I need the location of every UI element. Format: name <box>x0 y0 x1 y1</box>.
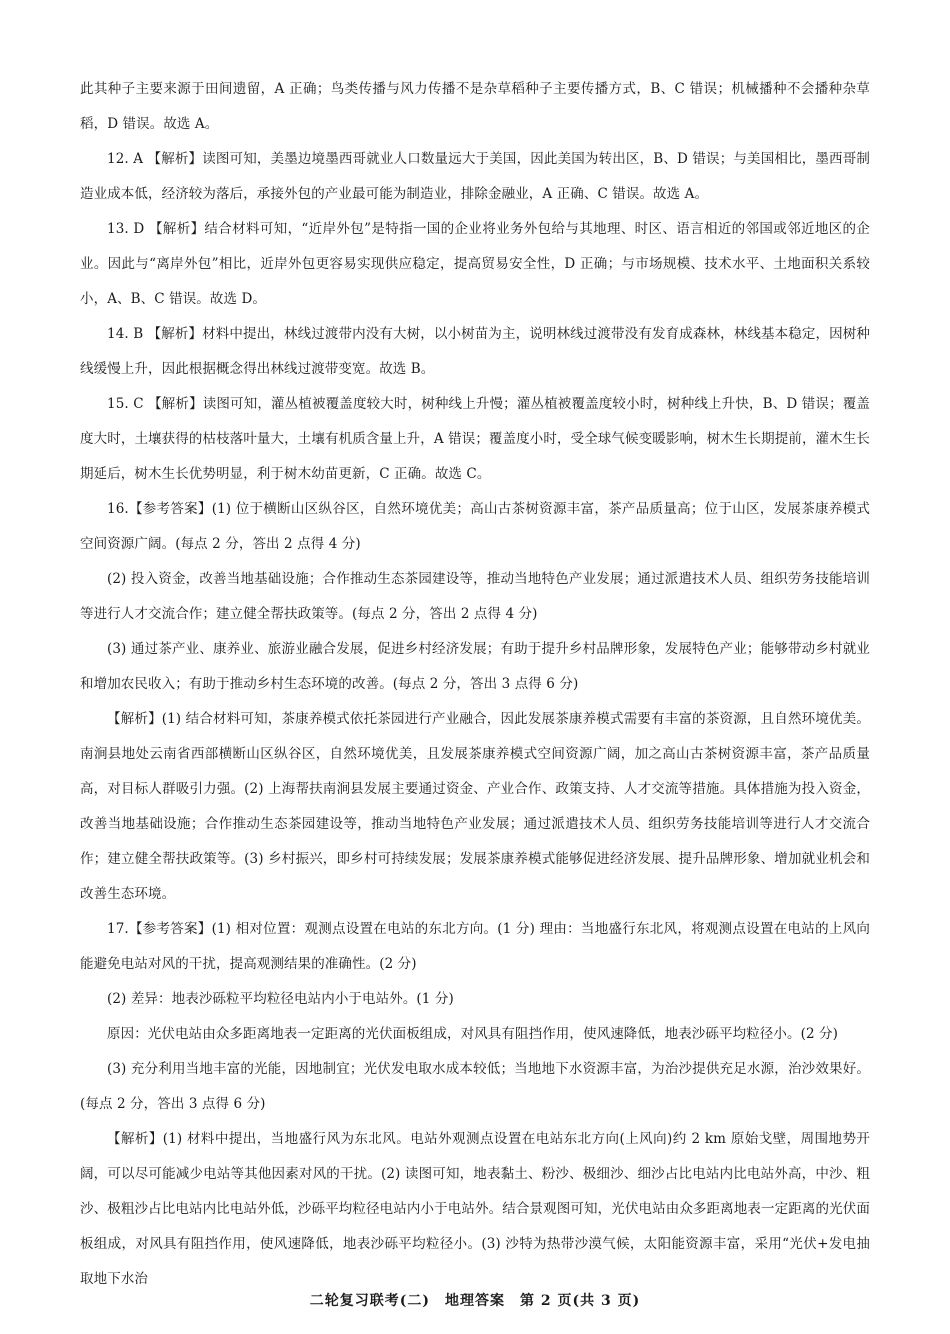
answer-q14: 14. B 【解析】材料中提出，林线过渡带内没有大树，以小树苗为主，说明林线过渡带没有发育成森林，林线基本稳定，因树种线缓慢上升，因此根据概念得出林线过渡带变宽。故选 B。 <box>80 326 870 377</box>
answer-q17-part3: (3) 充分利用当地丰富的光能，因地制宜；光伏发电取水成本较低；当地地下水资源丰富，为治沙提供充足水源，治沙效果好。(每点 2 分，答出 3 点得 6 分) <box>80 1061 870 1112</box>
paragraph-continuation: 此其种子主要来源于田间遗留，A 正确；鸟类传播与风力传播不是杂草稻种子主要传播方式，B、C 错误；机械播种不会播种杂草稻，D 错误。故选 A。 <box>80 81 870 132</box>
answer-q17-part1: 17.【参考答案】(1) 相对位置：观测点设置在电站的东北方向。(1 分) 理由：当地盛行东北风，将观测点设置在电站的上风向能避免电站对风的干扰，提高观测结果的准确性。(2 分) <box>80 921 870 972</box>
answer-q17-part2-reason: 原因：光伏电站由众多距离地表一定距离的光伏面板组成，对风具有阻挡作用，使风速降低，地表沙砾平均粒径小。(2 分) <box>107 1026 839 1042</box>
answer-q12: 12. A 【解析】读图可知，美墨边境墨西哥就业人口数量远大于美国，因此美国为转出区，B、D 错误；与美国相比，墨西哥制造业成本低，经济较为落后，承接外包的产业最可能为制造业，排除金融业，A 正确、C 错误。故选 A。 <box>80 151 870 202</box>
answer-q16-part2: (2) 投入资金，改善当地基础设施；合作推动生态茶园建设等，推动当地特色产业发展；通过派遣技术人员、组织劳务技能培训等进行人才交流合作；建立健全帮扶政策等。(每点 2 分，答出 2 点得 4 分) <box>80 571 870 622</box>
answer-q15: 15. C 【解析】读图可知，灌丛植被覆盖度较大时，树种线上升慢；灌丛植被覆盖度较小时，树种线上升快，B、D 错误；覆盖度大时，土壤获得的枯枝落叶量大，土壤有机质含量上升，A 错误；覆盖度小时，受全球气候变暖影响，树木生长期提前，灌木生长期延后，树木生长优势明显，利于树木幼苗更新，C 正确。故选 C。 <box>80 396 870 482</box>
answer-q17-part2-difference: (2) 差异：地表沙砾粒平均粒径电站内小于电站外。(1 分) <box>107 991 454 1007</box>
answer-q13: 13. D 【解析】结合材料可知，“近岸外包”是特指一国的企业将业务外包给与其地理、时区、语言相近的邻国或邻近地区的企业。因此与“离岸外包”相比，近岸外包更容易实现供应稳定，提高贸易安全性，D 正确；与市场规模、技术水平、土地面积关系较小，A、B、C 错误。故选 D。 <box>80 221 870 307</box>
analysis-q16: 【解析】(1) 结合材料可知，茶康养模式依托茶园进行产业融合，因此发展茶康养模式需要有丰富的茶资源，且自然环境优美。南涧县地处云南省西部横断山区纵谷区，自然环境优美，且发展茶康养模式空间资源广阔，加之高山古茶树资源丰富，茶产品质量高，对目标人群吸引力强。(2) 上海帮扶南涧县发展主要通过资金、产业合作、政策支持、人才交流等措施。具体措施为投入资金，改善当地基础设施；合作推动生态茶园建设等，推动当地特色产业发展；通过派遣技术人员、组织劳务技能培训等进行人才交流合作；建立健全帮扶政策等。(3) 乡村振兴，即乡村可持续发展；发展茶康养模式能够促进经济发展、提升品牌形象、增加就业机会和改善生态环境。 <box>80 711 870 902</box>
answer-content <box>80 72 870 1297</box>
page-footer: 二轮复习联考(二) 地理答案 第 2 页(共 3 页) <box>309 1293 641 1309</box>
answer-q16-part1: 16.【参考答案】(1) 位于横断山区纵谷区，自然环境优美；高山古茶树资源丰富，茶产品质量高；位于山区，发展茶康养模式空间资源广阔。(每点 2 分，答出 2 点得 4 分) <box>80 501 870 552</box>
analysis-q17: 【解析】(1) 材料中提出，当地盛行风为东北风。电站外观测点设置在电站东北方向(上风向)约 2 km 原始戈壁，周围地势开阔，可以尽可能减少电站等其他因素对风的干扰。(2) 读图可知，地表黏土、粉沙、极细沙、细沙占比电站内比电站外高，中沙、粗沙、极粗沙占比电站内比电站外低，沙砾平均粒径电站内小于电站外。结合景观图可知，光伏电站由众多距离地表一定距离的光伏面板组成，对风具有阻挡作用，使风速降低，地表沙砾平均粒径小。(3) 沙特为热带沙漠气候，太阳能资源丰富，采用“光伏+发电抽取地下水治 <box>80 1131 870 1287</box>
answer-q16-part3: (3) 通过茶产业、康养业、旅游业融合发展，促进乡村经济发展；有助于提升乡村品牌形象，发展特色产业；能够带动乡村就业和增加农民收入；有助于推动乡村生态环境的改善。(每点 2 分，答出 3 点得 6 分) <box>80 641 870 692</box>
